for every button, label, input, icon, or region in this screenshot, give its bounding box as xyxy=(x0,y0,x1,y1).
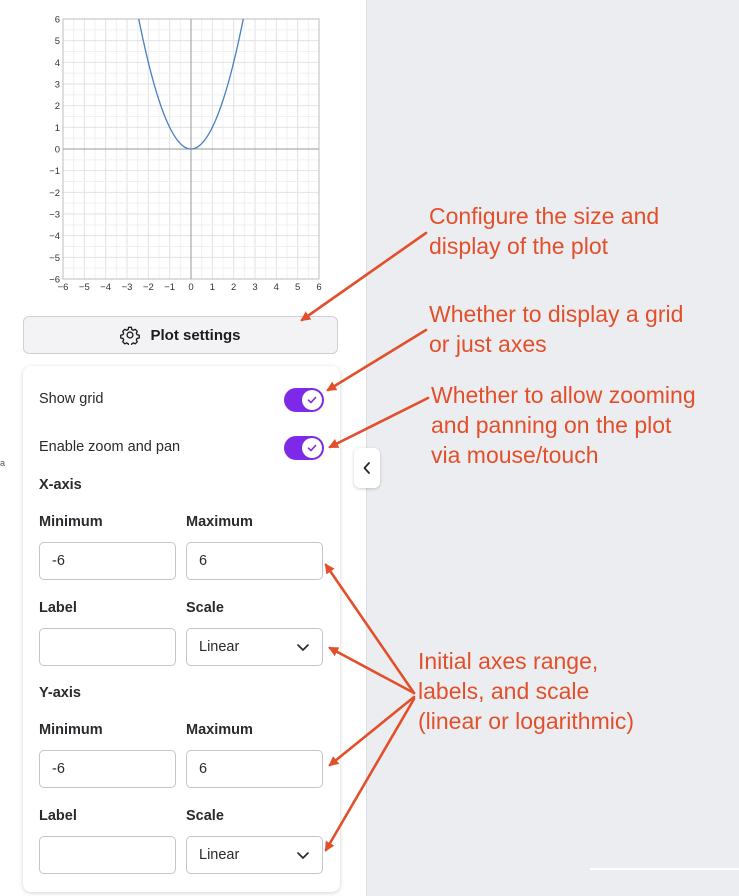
x-tick-label: −4 xyxy=(100,282,112,293)
x-tick-label: 2 xyxy=(231,282,237,293)
chevron-down-icon xyxy=(296,643,310,652)
y-tick-label: 0 xyxy=(54,144,60,156)
x-min-label: Minimum xyxy=(39,514,103,530)
y-tick-label: −2 xyxy=(49,187,60,199)
x-min-input[interactable] xyxy=(39,542,176,580)
x-scale-select[interactable] xyxy=(186,628,323,666)
y-tick-label: 2 xyxy=(54,101,60,113)
annotation-zoom-pan: Whether to allow zooming and panning on the plot via mouse/touch xyxy=(431,382,696,468)
gear-icon xyxy=(120,325,140,345)
x-tick-label: 0 xyxy=(188,282,194,293)
plot-settings-button[interactable] xyxy=(23,316,338,354)
x-tick-label: 3 xyxy=(252,282,258,293)
y-tick-label: 6 xyxy=(54,14,60,26)
chevron-left-icon xyxy=(362,461,372,475)
y-scale-label: Scale xyxy=(186,808,224,824)
y-scale-select[interactable] xyxy=(186,836,323,874)
x-tick-label: 1 xyxy=(209,282,215,293)
y-tick-label: −3 xyxy=(49,209,60,221)
y-tick-label: 4 xyxy=(54,57,60,69)
y-label-input[interactable] xyxy=(39,836,176,874)
check-icon xyxy=(306,394,318,406)
x-label-label: Label xyxy=(39,600,77,616)
zoom-pan-label: Enable zoom and pan xyxy=(39,439,181,455)
y-tick-label: −6 xyxy=(49,274,60,286)
collapse-panel-button[interactable] xyxy=(354,448,380,488)
annotation-axes: Initial axes range, labels, and scale (linear or logarithmic) xyxy=(418,648,635,734)
canvas-edge-line xyxy=(590,868,739,870)
annotation-show-grid: Whether to display a grid or just axes xyxy=(429,301,684,357)
chevron-down-icon xyxy=(296,851,310,860)
x-tick-label: −3 xyxy=(121,282,133,293)
y-max-input[interactable] xyxy=(186,750,323,788)
x-axis-heading: X-axis xyxy=(39,477,82,493)
clipped-text: a xyxy=(0,458,6,468)
show-grid-toggle[interactable] xyxy=(284,388,324,412)
x-max-label: Maximum xyxy=(186,514,253,530)
y-axis-heading: Y-axis xyxy=(39,685,81,701)
y-min-input[interactable] xyxy=(39,750,176,788)
plot-settings-panel xyxy=(23,366,340,892)
x-tick-label: −2 xyxy=(142,282,154,293)
annotation-plot-settings: Configure the size and display of the plot xyxy=(429,203,660,259)
show-grid-label: Show grid xyxy=(39,391,104,407)
y-tick-label: 1 xyxy=(54,122,60,134)
zoom-pan-toggle[interactable] xyxy=(284,436,324,460)
x-label-input[interactable] xyxy=(39,628,176,666)
y-min-label: Minimum xyxy=(39,722,103,738)
x-tick-label: 4 xyxy=(273,282,279,293)
y-label-label: Label xyxy=(39,808,77,824)
check-icon xyxy=(306,442,318,454)
plot-settings-label: Plot settings xyxy=(150,326,241,344)
x-tick-label: −6 xyxy=(57,282,69,293)
x-tick-label: −1 xyxy=(164,282,176,293)
x-tick-label: 6 xyxy=(316,282,322,293)
y-tick-label: 3 xyxy=(54,79,60,91)
y-max-label: Maximum xyxy=(186,722,253,738)
x-tick-label: −5 xyxy=(78,282,90,293)
y-tick-label: −1 xyxy=(49,166,60,178)
x-max-input[interactable] xyxy=(186,542,323,580)
y-tick-label: −5 xyxy=(49,252,60,264)
y-tick-label: −4 xyxy=(49,231,60,243)
x-tick-label: 5 xyxy=(295,282,301,293)
y-tick-label: 5 xyxy=(54,36,60,48)
x-scale-value: Linear xyxy=(199,639,240,655)
y-scale-value: Linear xyxy=(199,847,240,863)
x-scale-label: Scale xyxy=(186,600,224,616)
function-plot[interactable] xyxy=(0,0,340,300)
